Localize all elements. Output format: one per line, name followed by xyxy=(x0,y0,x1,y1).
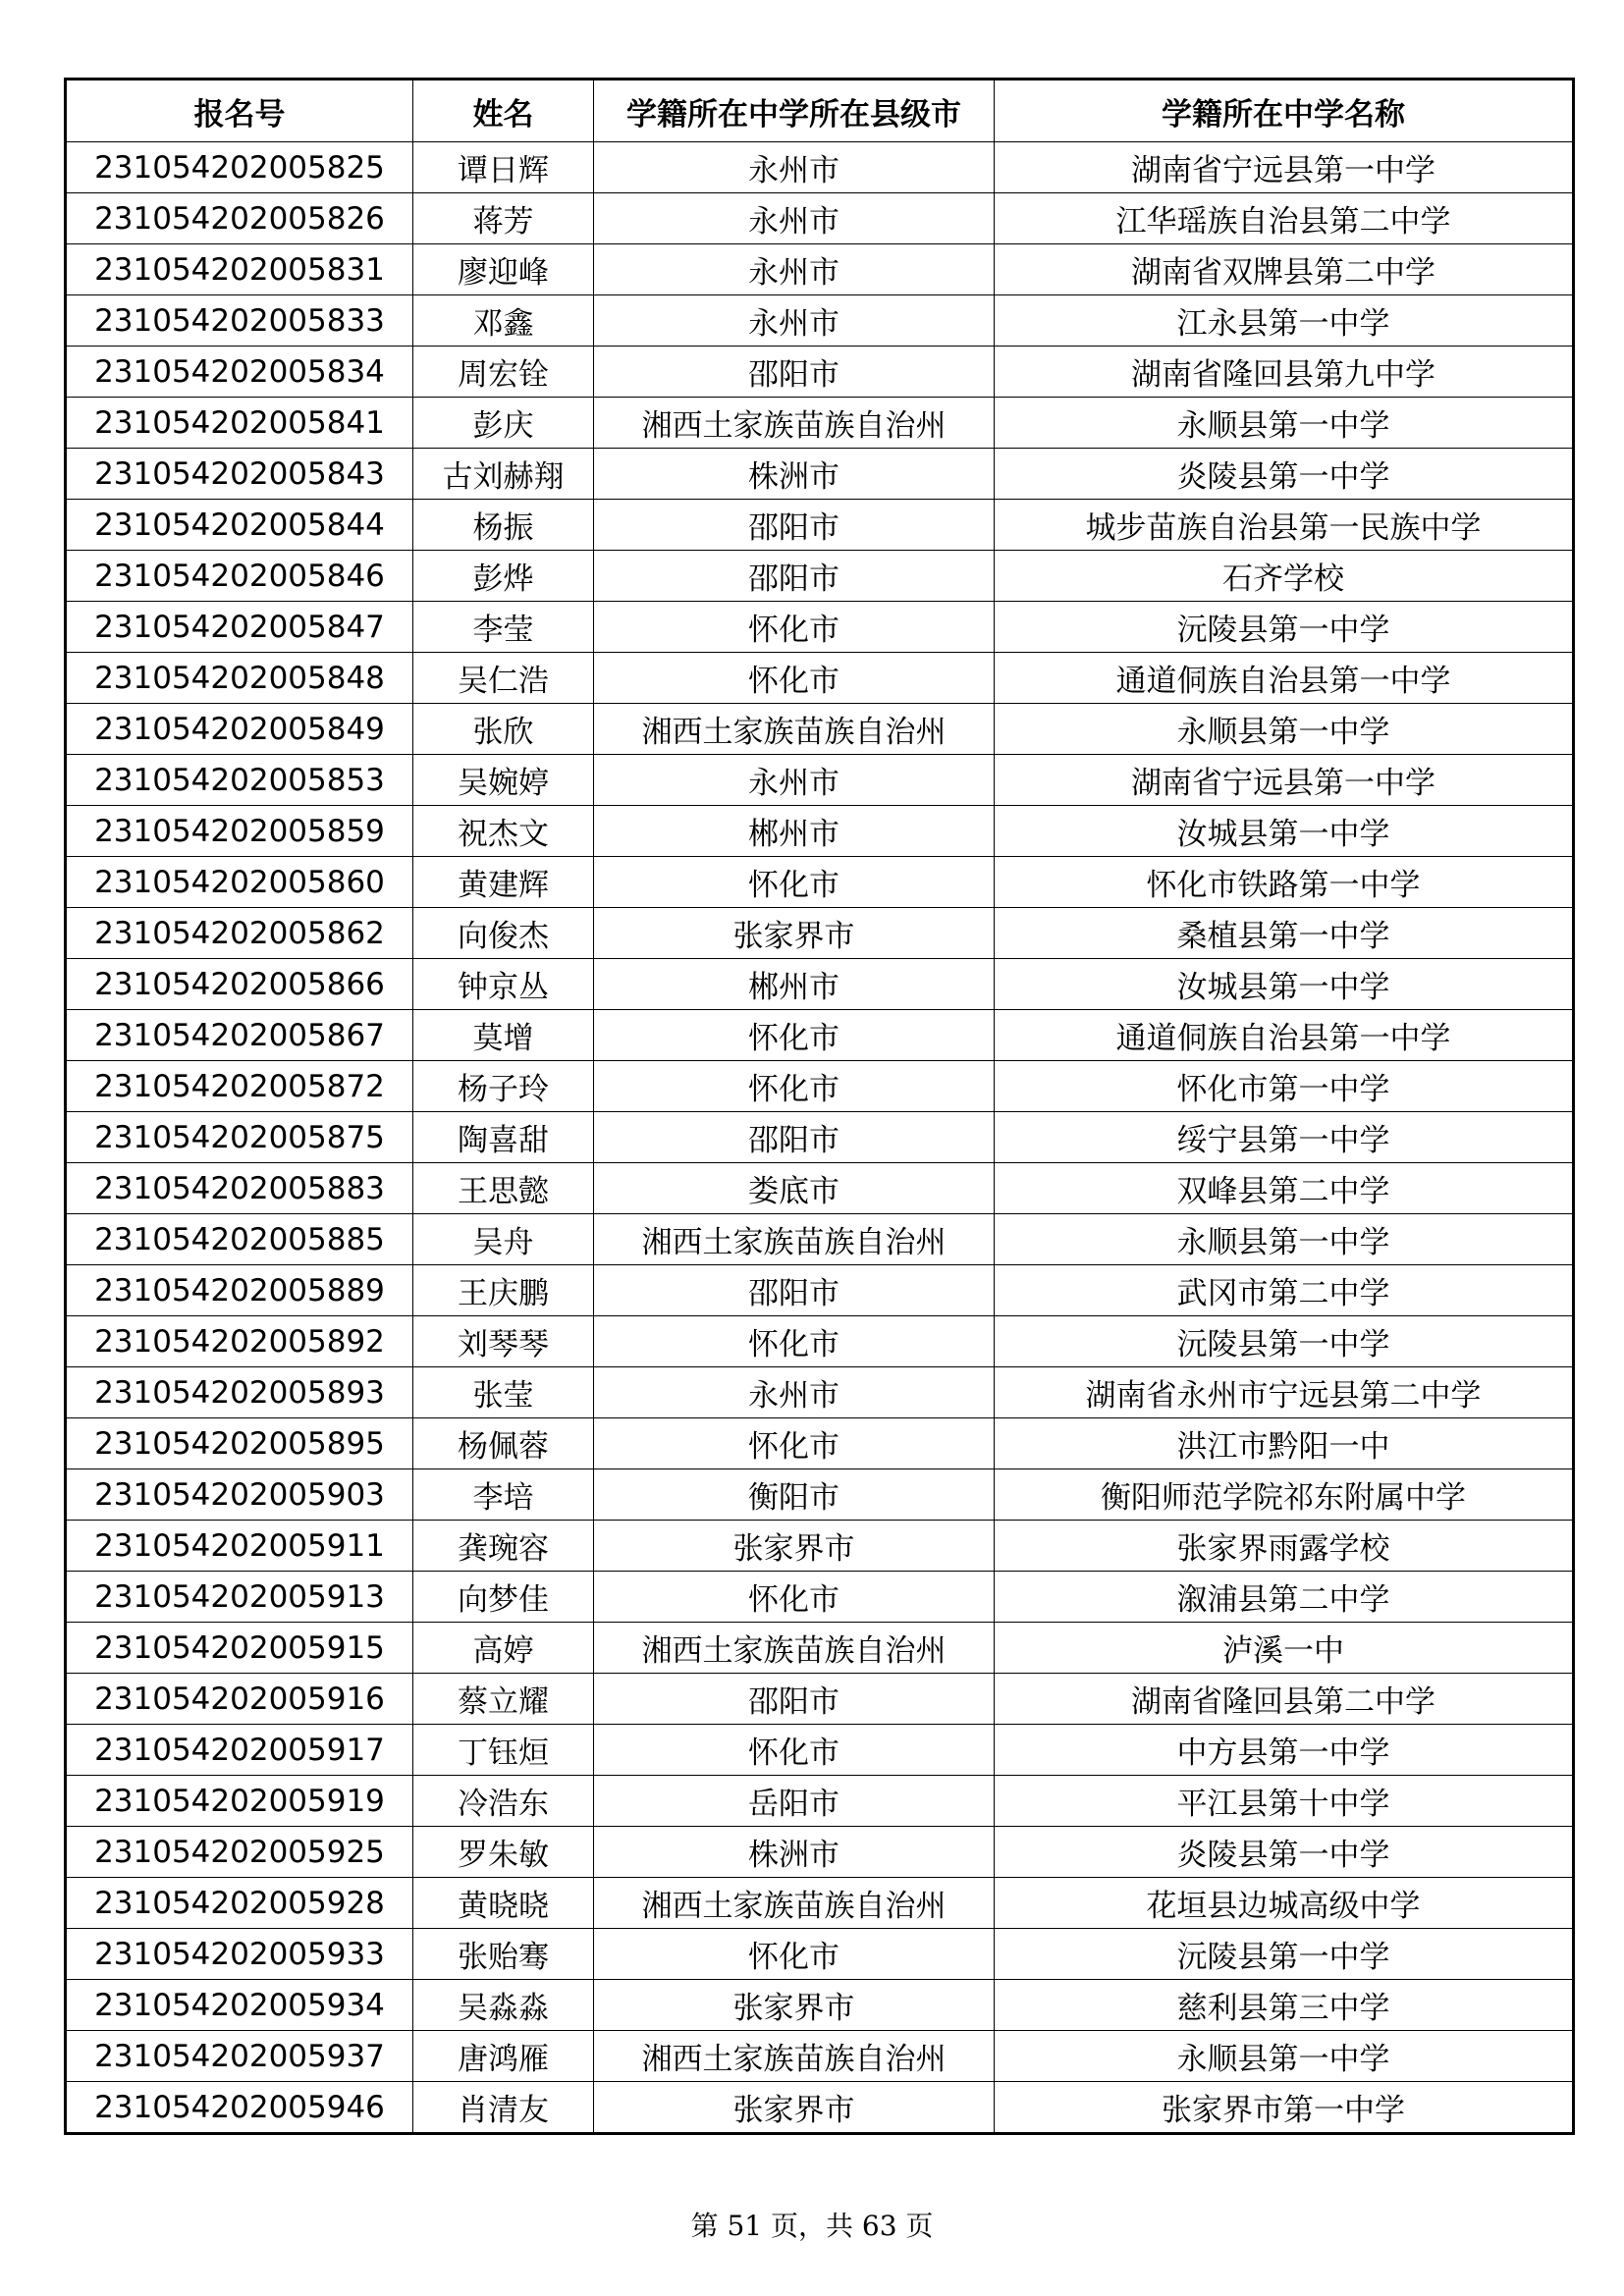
registration-number-cell: 231054202005925 xyxy=(66,1827,413,1878)
student-name-cell: 莫增 xyxy=(413,1010,594,1061)
school-city-cell: 湘西土家族苗族自治州 xyxy=(594,398,995,449)
registration-number-cell: 231054202005866 xyxy=(66,959,413,1010)
school-name-cell: 慈利县第三中学 xyxy=(995,1980,1574,2031)
table-row xyxy=(66,1929,1574,1980)
registration-number-cell: 231054202005917 xyxy=(66,1725,413,1776)
student-name-cell: 黄建辉 xyxy=(413,857,594,908)
student-name-cell: 龚琬容 xyxy=(413,1521,594,1572)
table-row xyxy=(66,959,1574,1010)
student-name-cell: 唐鸿雁 xyxy=(413,2031,594,2082)
school-name-cell: 张家界雨露学校 xyxy=(995,1521,1574,1572)
school-name-cell: 沅陵县第一中学 xyxy=(995,1929,1574,1980)
school-city-cell: 邵阳市 xyxy=(594,551,995,602)
school-name-cell: 炎陵县第一中学 xyxy=(995,449,1574,500)
school-name-cell: 湖南省宁远县第一中学 xyxy=(995,142,1574,193)
school-city-cell: 湘西土家族苗族自治州 xyxy=(594,704,995,755)
school-city-cell: 湘西土家族苗族自治州 xyxy=(594,2031,995,2082)
registration-number-cell: 231054202005892 xyxy=(66,1316,413,1367)
table-row xyxy=(66,1469,1574,1521)
registration-number-cell: 231054202005875 xyxy=(66,1112,413,1163)
student-name-cell: 向俊杰 xyxy=(413,908,594,959)
student-name-cell: 张莹 xyxy=(413,1367,594,1418)
table-row xyxy=(66,1827,1574,1878)
registration-number-cell: 231054202005885 xyxy=(66,1214,413,1265)
student-name-cell: 古刘赫翔 xyxy=(413,449,594,500)
registration-number-cell: 231054202005867 xyxy=(66,1010,413,1061)
student-name-cell: 吴仁浩 xyxy=(413,653,594,704)
school-city-cell: 邵阳市 xyxy=(594,1112,995,1163)
registration-number-cell: 231054202005846 xyxy=(66,551,413,602)
school-name-cell: 武冈市第二中学 xyxy=(995,1265,1574,1316)
student-name-cell: 王思懿 xyxy=(413,1163,594,1214)
registration-number-cell: 231054202005848 xyxy=(66,653,413,704)
student-name-cell: 蒋芳 xyxy=(413,193,594,244)
table-row xyxy=(66,1061,1574,1112)
registration-number-cell: 231054202005895 xyxy=(66,1418,413,1469)
student-name-cell: 罗朱敏 xyxy=(413,1827,594,1878)
table-row xyxy=(66,755,1574,806)
school-city-cell: 邵阳市 xyxy=(594,500,995,551)
table-row xyxy=(66,2031,1574,2082)
school-city-cell: 张家界市 xyxy=(594,1980,995,2031)
student-name-cell: 陶喜甜 xyxy=(413,1112,594,1163)
student-name-cell: 杨佩蓉 xyxy=(413,1418,594,1469)
school-name-cell: 江永县第一中学 xyxy=(995,295,1574,347)
school-name-cell: 花垣县边城高级中学 xyxy=(995,1878,1574,1929)
table-row xyxy=(66,1163,1574,1214)
school-city-cell: 怀化市 xyxy=(594,1418,995,1469)
registration-number-cell: 231054202005859 xyxy=(66,806,413,857)
school-name-cell: 炎陵县第一中学 xyxy=(995,1827,1574,1878)
school-city-cell: 张家界市 xyxy=(594,908,995,959)
school-name-cell: 怀化市第一中学 xyxy=(995,1061,1574,1112)
school-city-cell: 永州市 xyxy=(594,244,995,295)
school-city-cell: 湘西土家族苗族自治州 xyxy=(594,1623,995,1674)
school-city-cell: 怀化市 xyxy=(594,857,995,908)
table-row xyxy=(66,1112,1574,1163)
table-row xyxy=(66,1214,1574,1265)
school-name-cell: 洪江市黔阳一中 xyxy=(995,1418,1574,1469)
student-name-cell: 吴舟 xyxy=(413,1214,594,1265)
school-name-cell: 中方县第一中学 xyxy=(995,1725,1574,1776)
school-name-cell: 石齐学校 xyxy=(995,551,1574,602)
school-name-cell: 永顺县第一中学 xyxy=(995,1214,1574,1265)
school-city-cell: 郴州市 xyxy=(594,806,995,857)
school-name-cell: 双峰县第二中学 xyxy=(995,1163,1574,1214)
student-name-cell: 向梦佳 xyxy=(413,1572,594,1623)
school-name-cell: 泸溪一中 xyxy=(995,1623,1574,1674)
student-name-cell: 吴婉婷 xyxy=(413,755,594,806)
school-city-cell: 永州市 xyxy=(594,755,995,806)
school-city-cell: 永州市 xyxy=(594,142,995,193)
table-row xyxy=(66,704,1574,755)
table-row xyxy=(66,806,1574,857)
registration-number-cell: 231054202005889 xyxy=(66,1265,413,1316)
school-city-cell: 邵阳市 xyxy=(594,347,995,398)
table-row xyxy=(66,2082,1574,2134)
student-name-cell: 钟京丛 xyxy=(413,959,594,1010)
school-city-cell: 邵阳市 xyxy=(594,1265,995,1316)
student-name-cell: 蔡立耀 xyxy=(413,1674,594,1725)
registration-number-cell: 231054202005834 xyxy=(66,347,413,398)
page-number-footer: 第 51 页，共 63 页 xyxy=(690,2210,934,2242)
school-name-cell: 桑植县第一中学 xyxy=(995,908,1574,959)
registration-number-cell: 231054202005843 xyxy=(66,449,413,500)
admission-list-table xyxy=(64,78,1575,2135)
table-row xyxy=(66,1316,1574,1367)
header-school-city: 学籍所在中学所在县级市 xyxy=(594,80,995,142)
school-city-cell: 怀化市 xyxy=(594,1061,995,1112)
table-row xyxy=(66,1521,1574,1572)
school-city-cell: 永州市 xyxy=(594,295,995,347)
registration-number-cell: 231054202005915 xyxy=(66,1623,413,1674)
school-name-cell: 通道侗族自治县第一中学 xyxy=(995,1010,1574,1061)
table-row xyxy=(66,244,1574,295)
school-name-cell: 平江县第十中学 xyxy=(995,1776,1574,1827)
school-city-cell: 永州市 xyxy=(594,193,995,244)
school-name-cell: 沅陵县第一中学 xyxy=(995,1316,1574,1367)
student-name-cell: 黄晓晓 xyxy=(413,1878,594,1929)
school-name-cell: 张家界市第一中学 xyxy=(995,2082,1574,2134)
registration-number-cell: 231054202005883 xyxy=(66,1163,413,1214)
student-name-cell: 祝杰文 xyxy=(413,806,594,857)
school-city-cell: 张家界市 xyxy=(594,2082,995,2134)
student-name-cell: 张贻骞 xyxy=(413,1929,594,1980)
school-city-cell: 湘西土家族苗族自治州 xyxy=(594,1878,995,1929)
registration-number-cell: 231054202005825 xyxy=(66,142,413,193)
school-name-cell: 湖南省隆回县第二中学 xyxy=(995,1674,1574,1725)
table-row xyxy=(66,347,1574,398)
school-city-cell: 怀化市 xyxy=(594,1010,995,1061)
registration-number-cell: 231054202005872 xyxy=(66,1061,413,1112)
school-name-cell: 沅陵县第一中学 xyxy=(995,602,1574,653)
registration-number-cell: 231054202005826 xyxy=(66,193,413,244)
school-city-cell: 怀化市 xyxy=(594,602,995,653)
table-row xyxy=(66,193,1574,244)
table-row xyxy=(66,1980,1574,2031)
student-name-cell: 邓鑫 xyxy=(413,295,594,347)
header-school-name: 学籍所在中学名称 xyxy=(995,80,1574,142)
table-row xyxy=(66,857,1574,908)
student-name-cell: 王庆鹏 xyxy=(413,1265,594,1316)
table-row xyxy=(66,653,1574,704)
registration-number-cell: 231054202005937 xyxy=(66,2031,413,2082)
school-name-cell: 通道侗族自治县第一中学 xyxy=(995,653,1574,704)
table-row xyxy=(66,1878,1574,1929)
registration-number-cell: 231054202005853 xyxy=(66,755,413,806)
school-city-cell: 怀化市 xyxy=(594,1316,995,1367)
student-name-cell: 吴淼淼 xyxy=(413,1980,594,2031)
school-name-cell: 湖南省永州市宁远县第二中学 xyxy=(995,1367,1574,1418)
student-name-cell: 廖迎峰 xyxy=(413,244,594,295)
table-row xyxy=(66,500,1574,551)
table-row xyxy=(66,1674,1574,1725)
student-name-cell: 李培 xyxy=(413,1469,594,1521)
school-city-cell: 株洲市 xyxy=(594,1827,995,1878)
table-header-row xyxy=(66,80,1574,142)
table-row xyxy=(66,1623,1574,1674)
school-city-cell: 株洲市 xyxy=(594,449,995,500)
student-name-cell: 彭庆 xyxy=(413,398,594,449)
student-name-cell: 杨子玲 xyxy=(413,1061,594,1112)
table-row xyxy=(66,1265,1574,1316)
school-city-cell: 衡阳市 xyxy=(594,1469,995,1521)
table-row xyxy=(66,398,1574,449)
table-row xyxy=(66,1776,1574,1827)
student-name-cell: 彭烨 xyxy=(413,551,594,602)
school-name-cell: 湖南省宁远县第一中学 xyxy=(995,755,1574,806)
registration-number-cell: 231054202005849 xyxy=(66,704,413,755)
student-name-cell: 冷浩东 xyxy=(413,1776,594,1827)
registration-number-cell: 231054202005911 xyxy=(66,1521,413,1572)
school-city-cell: 怀化市 xyxy=(594,1572,995,1623)
school-name-cell: 江华瑶族自治县第二中学 xyxy=(995,193,1574,244)
registration-number-cell: 231054202005841 xyxy=(66,398,413,449)
table-row xyxy=(66,1010,1574,1061)
table-row xyxy=(66,1418,1574,1469)
registration-number-cell: 231054202005831 xyxy=(66,244,413,295)
school-city-cell: 郴州市 xyxy=(594,959,995,1010)
school-name-cell: 绥宁县第一中学 xyxy=(995,1112,1574,1163)
school-name-cell: 湖南省隆回县第九中学 xyxy=(995,347,1574,398)
table-row xyxy=(66,1572,1574,1623)
registration-number-cell: 231054202005903 xyxy=(66,1469,413,1521)
school-city-cell: 张家界市 xyxy=(594,1521,995,1572)
school-name-cell: 永顺县第一中学 xyxy=(995,398,1574,449)
school-name-cell: 汝城县第一中学 xyxy=(995,959,1574,1010)
student-name-cell: 张欣 xyxy=(413,704,594,755)
registration-number-cell: 231054202005933 xyxy=(66,1929,413,1980)
table-row xyxy=(66,1725,1574,1776)
student-name-cell: 高婷 xyxy=(413,1623,594,1674)
registration-number-cell: 231054202005833 xyxy=(66,295,413,347)
school-name-cell: 溆浦县第二中学 xyxy=(995,1572,1574,1623)
registration-number-cell: 231054202005928 xyxy=(66,1878,413,1929)
school-name-cell: 城步苗族自治县第一民族中学 xyxy=(995,500,1574,551)
registration-number-cell: 231054202005913 xyxy=(66,1572,413,1623)
table-row xyxy=(66,449,1574,500)
header-registration-number: 报名号 xyxy=(66,80,413,142)
school-city-cell: 怀化市 xyxy=(594,1929,995,1980)
student-name-cell: 杨振 xyxy=(413,500,594,551)
registration-number-cell: 231054202005860 xyxy=(66,857,413,908)
table-row xyxy=(66,602,1574,653)
school-city-cell: 岳阳市 xyxy=(594,1776,995,1827)
school-city-cell: 怀化市 xyxy=(594,653,995,704)
student-name-cell: 谭日辉 xyxy=(413,142,594,193)
school-city-cell: 娄底市 xyxy=(594,1163,995,1214)
school-city-cell: 邵阳市 xyxy=(594,1674,995,1725)
table-body xyxy=(66,142,1574,2134)
student-name-cell: 肖清友 xyxy=(413,2082,594,2134)
table-row xyxy=(66,295,1574,347)
student-name-cell: 丁钰烜 xyxy=(413,1725,594,1776)
registration-number-cell: 231054202005844 xyxy=(66,500,413,551)
table-row xyxy=(66,142,1574,193)
registration-number-cell: 231054202005916 xyxy=(66,1674,413,1725)
registration-number-cell: 231054202005862 xyxy=(66,908,413,959)
school-name-cell: 衡阳师范学院祁东附属中学 xyxy=(995,1469,1574,1521)
school-name-cell: 永顺县第一中学 xyxy=(995,704,1574,755)
registration-number-cell: 231054202005934 xyxy=(66,1980,413,2031)
table-row xyxy=(66,1367,1574,1418)
table-row xyxy=(66,551,1574,602)
registration-number-cell: 231054202005946 xyxy=(66,2082,413,2134)
school-city-cell: 湘西土家族苗族自治州 xyxy=(594,1214,995,1265)
registration-number-cell: 231054202005919 xyxy=(66,1776,413,1827)
school-name-cell: 汝城县第一中学 xyxy=(995,806,1574,857)
school-name-cell: 永顺县第一中学 xyxy=(995,2031,1574,2082)
student-name-cell: 李莹 xyxy=(413,602,594,653)
school-name-cell: 怀化市铁路第一中学 xyxy=(995,857,1574,908)
school-name-cell: 湖南省双牌县第二中学 xyxy=(995,244,1574,295)
school-city-cell: 怀化市 xyxy=(594,1725,995,1776)
school-city-cell: 永州市 xyxy=(594,1367,995,1418)
registration-number-cell: 231054202005893 xyxy=(66,1367,413,1418)
header-name: 姓名 xyxy=(413,80,594,142)
student-name-cell: 刘琴琴 xyxy=(413,1316,594,1367)
table-row xyxy=(66,908,1574,959)
student-name-cell: 周宏铨 xyxy=(413,347,594,398)
registration-number-cell: 231054202005847 xyxy=(66,602,413,653)
